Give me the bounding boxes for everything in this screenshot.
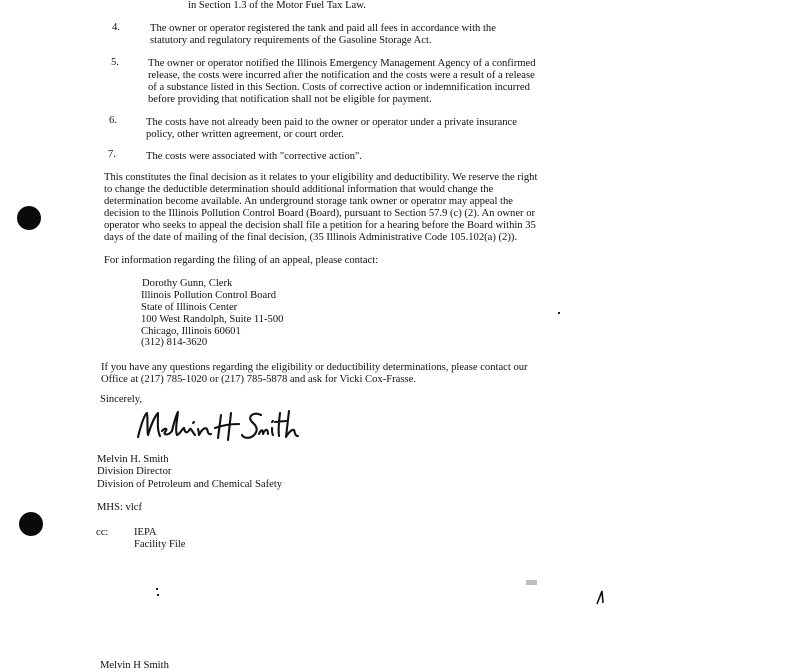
scan-speck [526, 580, 537, 585]
criterion-text: The costs have not already been paid to the owner or operator under a private insurance policy, other written agreement, or court order. [146, 117, 517, 140]
signer-title: Division Director [97, 466, 172, 477]
scan-mark [595, 589, 605, 605]
signer-division: Division of Petroleum and Chemical Safety [97, 479, 283, 490]
contact-building: State of Illinois Center [141, 302, 238, 313]
appeal-intro: For information regarding the filing of an appeal, please contact: [104, 255, 379, 266]
cc-item: IEPA [134, 527, 157, 538]
signer-name: Melvin H. Smith [97, 454, 169, 465]
scan-speck [558, 312, 560, 314]
top-fragment: in Section 1.3 of the Motor Fuel Tax Law. [188, 0, 366, 11]
contact-street: 100 West Randolph, Suite 11-500 [141, 314, 284, 325]
contact-org: Illinois Pollution Control Board [141, 290, 277, 301]
contact-name: Dorothy Gunn, Clerk [142, 278, 233, 289]
questions-paragraph: If you have any questions regarding the eligibility or deductibility determinations, please contact our Office at (217) 785-1020 or (217) 785-5878 and ask for Vicki Cox-Frasse. [101, 362, 528, 385]
final-decision-paragraph: This constitutes the final decision as it relates to your eligibility and deductibility. We reserve the right to change the deductible determination should additional information that would change the determination become available. An underground storage tank owner or operator may appeal the decision to the Illinois Pollution Control Board (Board), pursuant to Section 57.9 (c) (2). An owner or operator who seeks to appeal the decision shall file a petition for a hearing before the Board within 35 days of the date of mailing of the final decision, (35 Illinois Administrative Code 105.102(a) (2)). [104, 172, 538, 243]
binder-hole-top [17, 206, 41, 230]
binder-hole-bottom [19, 512, 43, 536]
criterion-text: The costs were associated with "corrective action". [146, 151, 363, 162]
criterion-text: The owner or operator notified the Illinois Emergency Management Agency of a confirmed release, the costs were incurred after the notification and the costs were a result of a release of a substance listed in this Section. Costs of corrective action or indemnification incurred before providing that notification shall not be eligible for payment. [148, 58, 536, 105]
contact-city: Chicago, Illinois 60601 [141, 326, 241, 337]
cc-item: Facility File [134, 539, 186, 550]
criterion-text: The owner or operator registered the tank and paid all fees in accordance with the statutory and regulatory requirements of the Gasoline Storage Act. [150, 23, 496, 46]
scan-speck [157, 594, 159, 596]
scan-speck [156, 588, 158, 590]
criterion-number: 6. [109, 115, 117, 126]
cc-label: cc: [96, 527, 109, 538]
closing: Sincerely, [100, 394, 142, 405]
initials: MHS: vlcf [97, 502, 143, 513]
contact-phone: (312) 814-3620 [141, 337, 208, 348]
criterion-number: 4. [112, 22, 120, 33]
criterion-number: 5. [111, 57, 119, 68]
signature-text: Melvin H Smith [100, 660, 169, 671]
criterion-number: 7. [108, 149, 116, 160]
handwritten-signature [135, 407, 310, 449]
